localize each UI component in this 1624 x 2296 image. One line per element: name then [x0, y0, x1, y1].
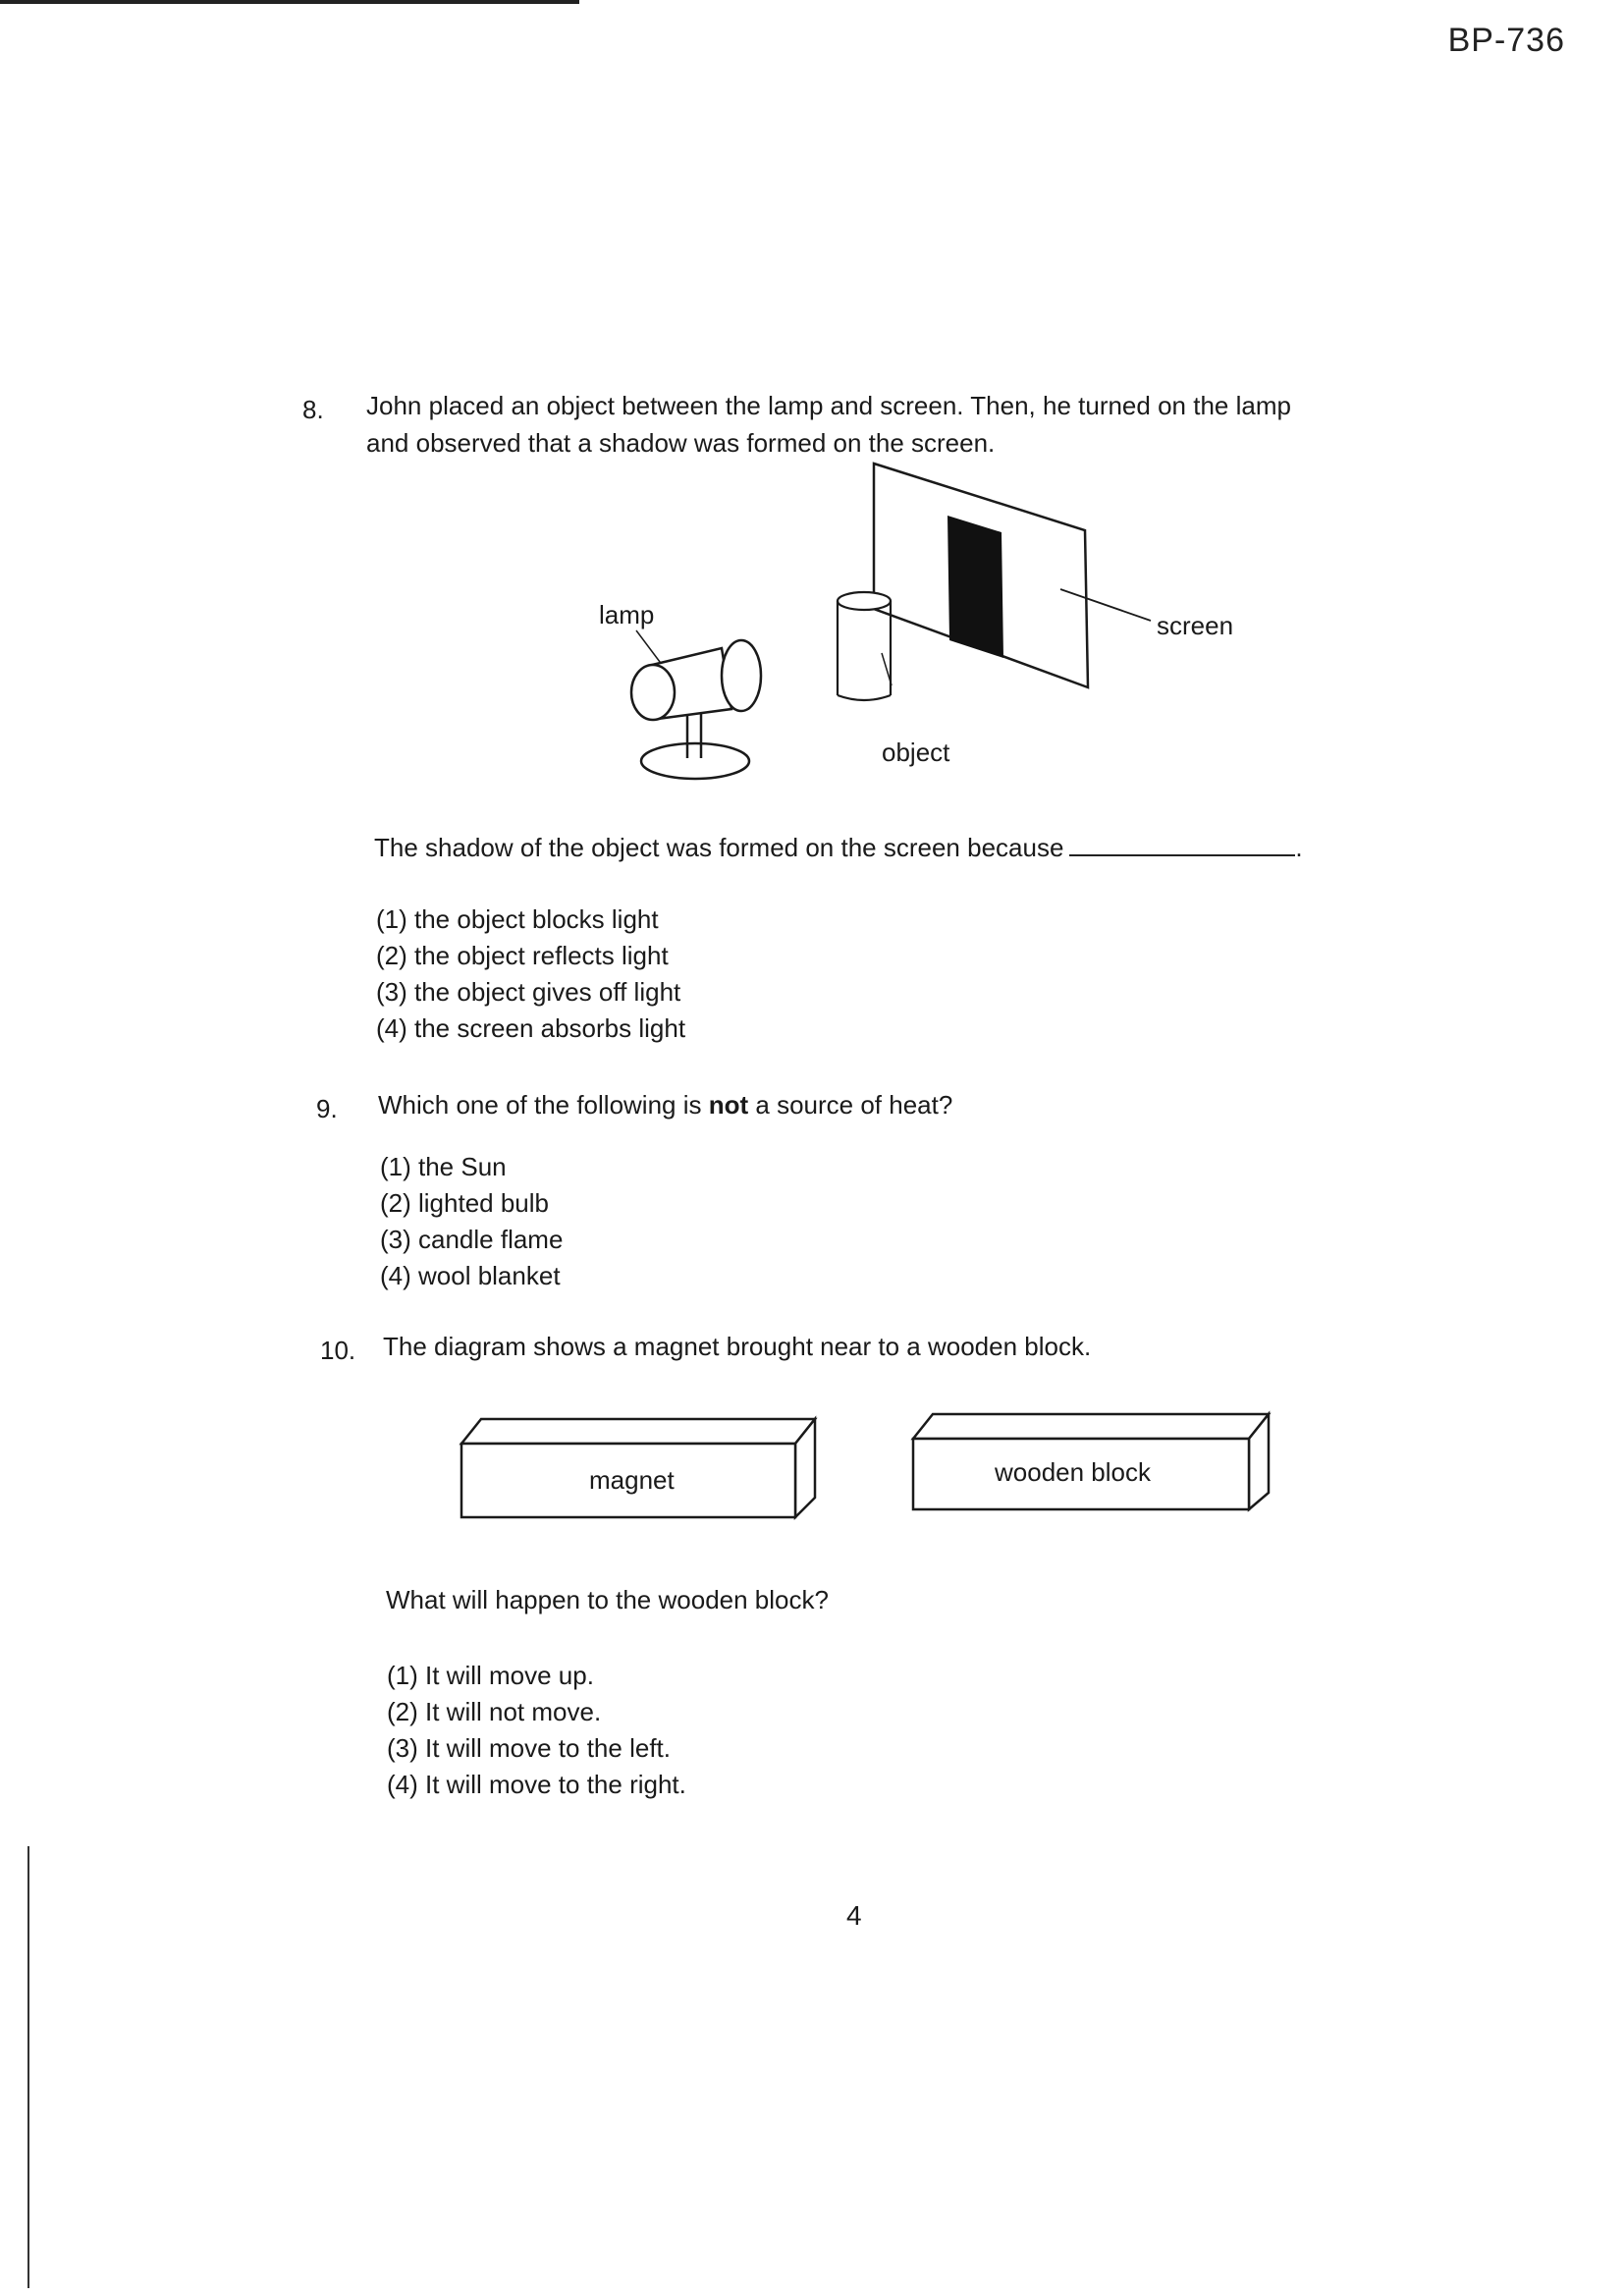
object-cylinder	[838, 592, 891, 700]
lamp-label: lamp	[599, 600, 655, 629]
q9-stem	[378, 1086, 952, 1123]
lamp-drawing	[631, 640, 761, 779]
q10-option-2[interactable]: (2) It will not move.	[387, 1697, 602, 1726]
q9-number: 9.	[316, 1094, 338, 1123]
q8-line2: and observed that a shadow was formed on the screen.	[366, 428, 996, 458]
q9-option-1[interactable]: (1) the Sun	[380, 1152, 507, 1181]
q8-option-3[interactable]: (3) the object gives off light	[376, 977, 681, 1007]
q8-stem-text: The shadow of the object was formed on the screen because	[374, 833, 1064, 862]
q8-stem	[374, 829, 1303, 866]
q10-stem: The diagram shows a magnet brought near to a wooden block.	[383, 1332, 1092, 1361]
q8-line1: John placed an object between the lamp and screen. Then, he turned on the lamp	[366, 391, 1291, 420]
q10-options	[387, 1658, 686, 1803]
q8-option-2[interactable]: (2) the object reflects light	[376, 941, 669, 970]
q9-option-3[interactable]: (3) candle flame	[380, 1225, 564, 1254]
q9-option-2[interactable]: (2) lighted bulb	[380, 1188, 549, 1218]
q9-option-4[interactable]: (4) wool blanket	[380, 1261, 561, 1290]
q10-question: What will happen to the wooden block?	[386, 1585, 829, 1614]
top-rule	[0, 0, 579, 4]
answer-blank	[1069, 829, 1295, 856]
object-label: object	[882, 738, 950, 767]
left-margin-rule	[27, 1846, 29, 2288]
q10-option-1[interactable]: (1) It will move up.	[387, 1661, 594, 1690]
shadow	[947, 516, 1003, 658]
q10-option-3[interactable]: (3) It will move to the left.	[387, 1733, 671, 1763]
wooden-block-label: wooden block	[995, 1457, 1151, 1487]
page-number: 4	[846, 1900, 862, 1931]
q8-number: 8.	[302, 395, 324, 424]
magnet-wooden-block-diagram	[452, 1399, 1286, 1537]
screen-leader	[1060, 589, 1151, 621]
q8-options	[376, 902, 685, 1047]
q9-stem-bold: not	[708, 1090, 749, 1120]
q10-option-4[interactable]: (4) It will move to the right.	[387, 1770, 686, 1799]
magnet-label: magnet	[589, 1465, 675, 1495]
lamp-object-screen-diagram	[550, 452, 1296, 805]
q9-stem-after: a source of heat?	[748, 1090, 953, 1120]
q8-option-1[interactable]: (1) the object blocks light	[376, 904, 659, 934]
screen-label: screen	[1157, 611, 1234, 640]
q9-stem-before: Which one of the following is	[378, 1090, 709, 1120]
q9-options	[380, 1149, 563, 1294]
q10-number: 10.	[320, 1336, 356, 1365]
q8-option-4[interactable]: (4) the screen absorbs light	[376, 1013, 686, 1043]
q8-stem-end: .	[1295, 833, 1303, 862]
paper-code: BP-736	[1447, 22, 1565, 59]
